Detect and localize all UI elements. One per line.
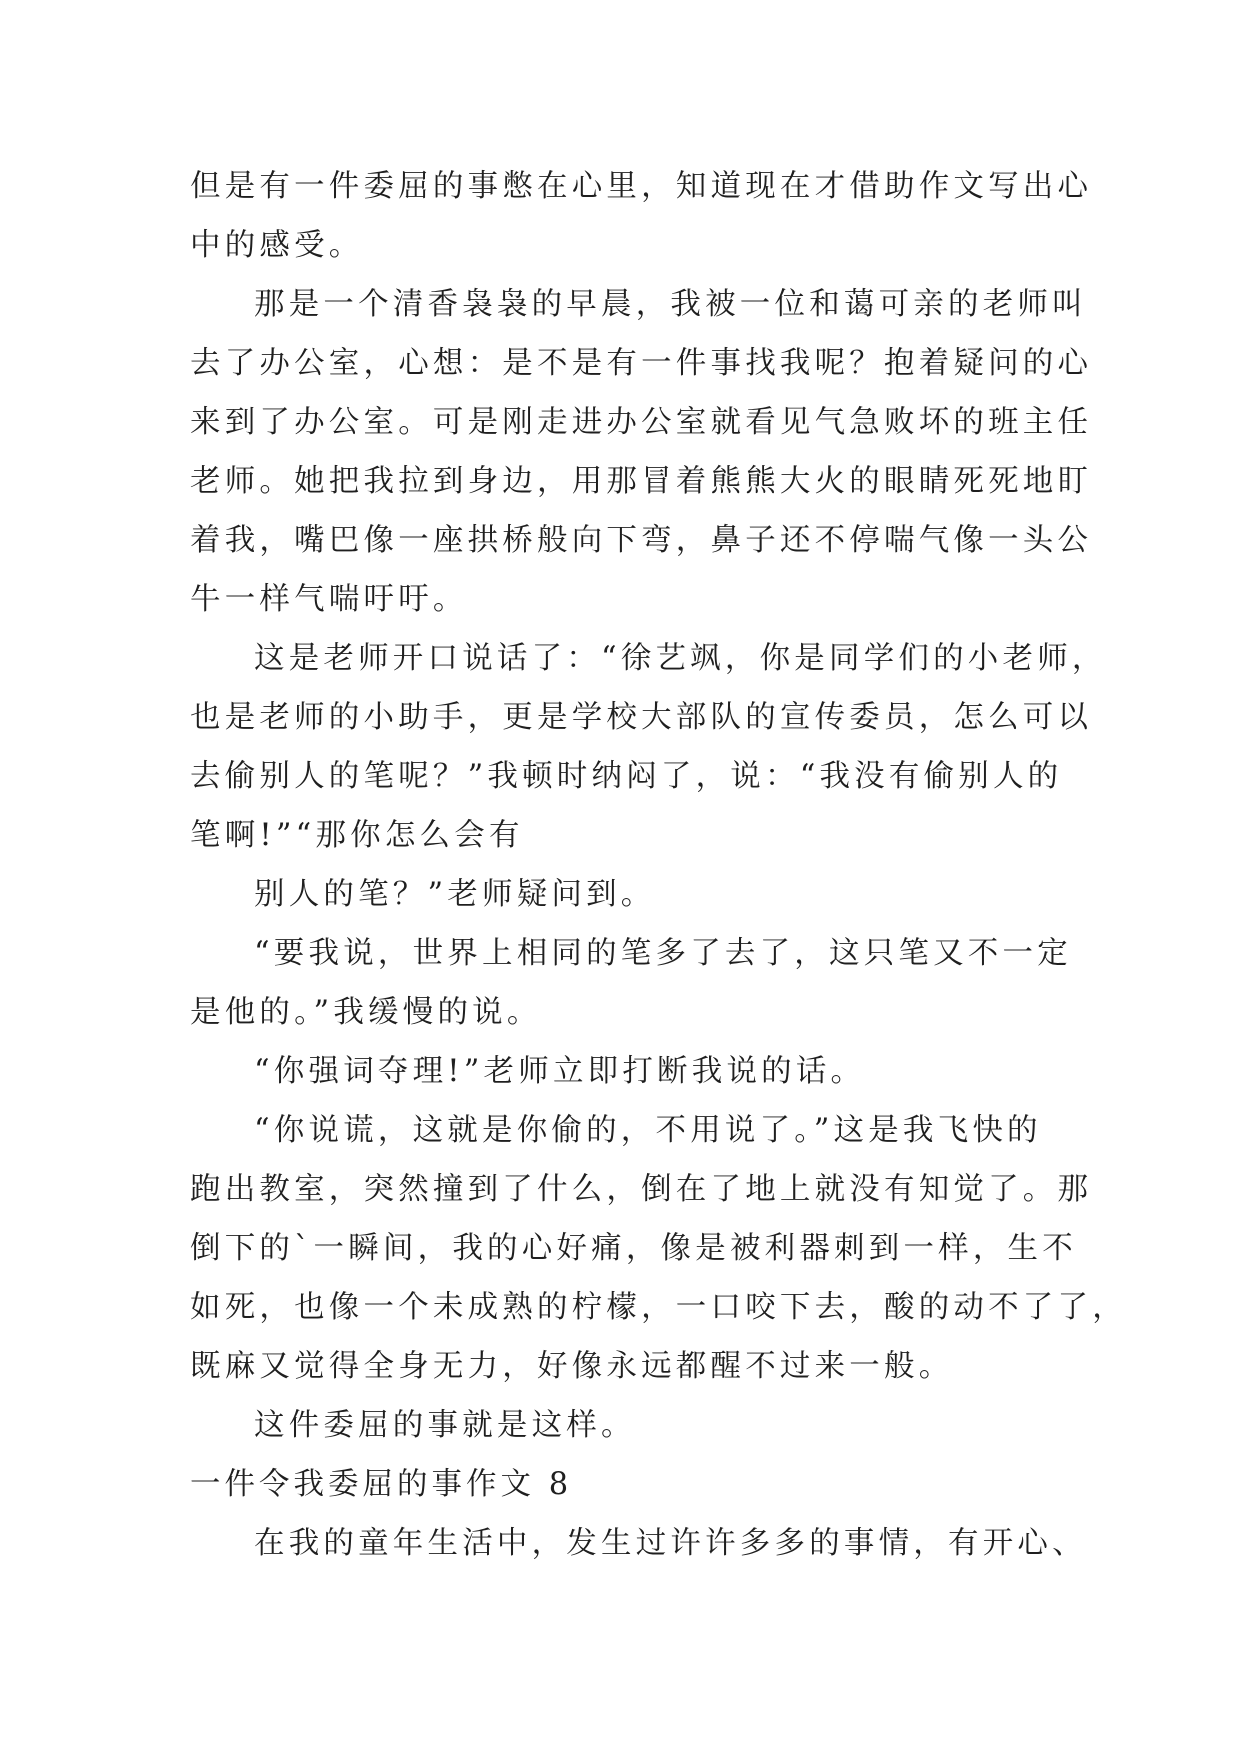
- text-line: 如死，也像一个未成熟的柠檬，一口咬下去，酸的动不了了，: [190, 1290, 1127, 1325]
- section-heading: 一件令我委屈的事作文 8: [190, 1467, 573, 1502]
- text-line: 老师。她把我拉到身边，用那冒着熊熊大火的眼睛死死地盯: [190, 464, 1093, 499]
- text-line: 来到了办公室。可是刚走进办公室就看见气急败坏的班主任: [190, 405, 1093, 440]
- text-line: 也是老师的小助手，更是学校大部队的宣传委员，怎么可以: [190, 700, 1093, 735]
- text-line: 牛一样气喘吁吁。: [190, 582, 468, 617]
- text-line: 既麻又觉得全身无力，好像永远都醒不过来一般。: [190, 1349, 954, 1384]
- text-line: 但是有一件委屈的事憋在心里，知道现在才借助作文写出心: [190, 169, 1093, 204]
- text-line: 倒下的`一瞬间，我的心好痛，像是被利器刺到一样，生不: [190, 1231, 1077, 1266]
- text-line: 别人的笔？”老师疑问到。: [254, 877, 656, 912]
- text-line: 那是一个清香袅袅的早晨，我被一位和蔼可亲的老师叫: [254, 287, 1087, 322]
- text-line: “你强词夺理!”老师立即打断我说的话。: [254, 1054, 866, 1089]
- text-line: 这件委屈的事就是这样。: [254, 1408, 636, 1443]
- text-line: 去了办公室，心想：是不是有一件事找我呢？抱着疑问的心: [190, 346, 1093, 381]
- text-line: 着我，嘴巴像一座拱桥般向下弯，鼻子还不停喘气像一头公: [190, 523, 1093, 558]
- text-line: “要我说，世界上相同的笔多了去了，这只笔又不一定: [254, 936, 1072, 971]
- text-line: 跑出教室，突然撞到了什么，倒在了地上就没有知觉了。那: [190, 1172, 1093, 1207]
- text-line: 笔啊!”“那你怎么会有: [190, 818, 524, 853]
- text-line: 去偷别人的笔呢？”我顿时纳闷了，说：“我没有偷别人的: [190, 759, 1063, 794]
- text-line: 在我的童年生活中，发生过许许多多的事情，有开心、: [254, 1526, 1087, 1561]
- text-line: 是他的。”我缓慢的说。: [190, 995, 542, 1030]
- text-line: “你说谎，这就是你偷的，不用说了。”这是我飞快的: [254, 1113, 1042, 1148]
- text-line: 中的感受。: [190, 228, 364, 263]
- text-line: 这是老师开口说话了：“徐艺飒，你是同学们的小老师，: [254, 641, 1107, 676]
